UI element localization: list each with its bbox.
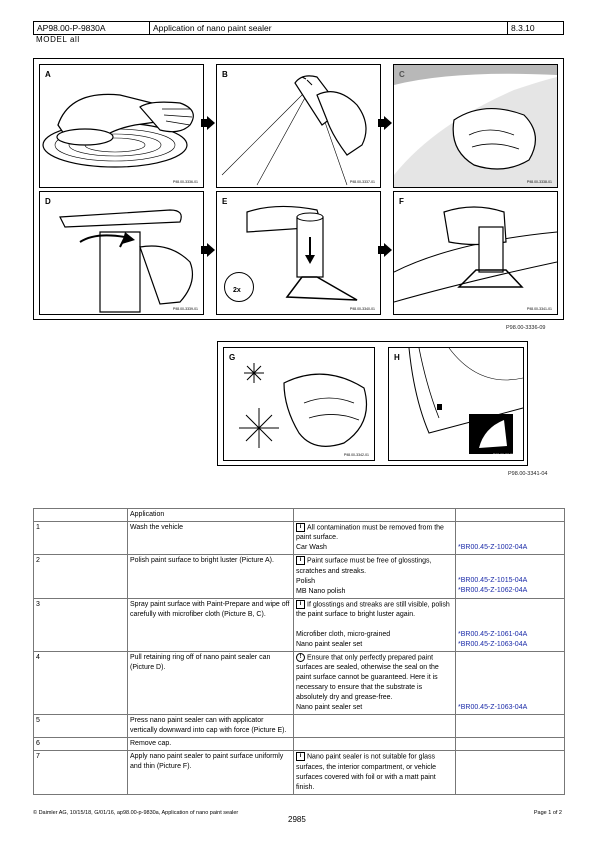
panel-code: P98.00-3336-01 <box>172 180 198 184</box>
polisher-illustration <box>40 65 203 187</box>
info-icon: i <box>296 600 305 609</box>
step-action: Polish paint surface to bright luster (Picture A). <box>128 555 294 598</box>
item-name: MB Nano polish <box>296 587 346 595</box>
panel-label: A <box>45 70 51 79</box>
arrow-right-icon <box>384 243 392 257</box>
item-ref-link[interactable]: *BR00.45-Z-1002-04A <box>458 544 528 551</box>
figure-2-ref: P98.00-3341-04 <box>508 471 548 477</box>
vehicle-label-illustration <box>389 348 523 460</box>
table-row <box>34 555 565 598</box>
step-action: Pull retaining ring off of nano paint sealer can (Picture D). <box>128 652 294 715</box>
document-header <box>33 21 564 35</box>
step-number: 3 <box>34 598 128 651</box>
panel-b <box>216 64 381 188</box>
document-date: 8.3.10 <box>511 23 535 33</box>
info-icon: i <box>296 523 305 532</box>
item-name: Car Wash <box>296 544 327 552</box>
figure-1 <box>33 58 564 320</box>
info-icon: i <box>296 752 305 761</box>
panel-h <box>388 347 524 461</box>
apply-sealer-illustration <box>394 192 557 314</box>
panel-f <box>393 191 558 315</box>
panel-label: H <box>394 353 400 362</box>
arrow-right-icon <box>207 243 215 257</box>
panel-c <box>393 64 558 188</box>
panel-label: F <box>399 197 404 206</box>
shine-illustration <box>224 348 374 460</box>
document-code: AP98.00-P-9830A <box>34 22 150 34</box>
warning-icon: ! <box>296 653 305 662</box>
panel-e <box>216 191 381 315</box>
figure-2 <box>217 341 528 466</box>
panel-d <box>39 191 204 315</box>
panel-code: P98.00-3342-01 <box>343 453 369 457</box>
panel-label: B <box>222 70 228 79</box>
panel-label: G <box>229 353 236 362</box>
panel-code: P98.00-3343-01 <box>492 453 518 457</box>
step-action: Wash the vehicle <box>128 522 294 555</box>
step-action: Remove cap. <box>128 738 294 751</box>
panel-label: D <box>45 197 51 206</box>
step-action: Apply nano paint sealer to paint surface uniformly and thin (Picture F). <box>128 751 294 794</box>
panel-code: P98.00-3341-01 <box>526 307 552 311</box>
step-note: All contamination must be removed from the paint surface. <box>296 524 444 542</box>
arrow-right-icon <box>207 116 215 130</box>
panel-code: P98.00-3337-01 <box>349 180 375 184</box>
item-name: Microfiber cloth, micro-grained <box>296 631 391 639</box>
cloth-wipe-illustration <box>394 65 557 187</box>
step-number: 7 <box>34 751 128 794</box>
table-row <box>34 652 565 715</box>
panel-label: E <box>222 197 228 206</box>
retaining-ring-illustration <box>40 192 203 314</box>
panel-a <box>39 64 204 188</box>
item-ref-link[interactable]: *BR00.45-Z-1063-04A <box>458 640 528 648</box>
page-number: 2985 <box>288 815 306 824</box>
arrow-right-icon <box>384 116 392 130</box>
step-number: 5 <box>34 715 128 738</box>
clock-icon <box>224 272 254 302</box>
step-number: 1 <box>34 522 128 555</box>
panel-code: P98.00-3340-01 <box>349 307 375 311</box>
step-number: 6 <box>34 738 128 751</box>
figure-1-ref: P98.00-3336-09 <box>506 325 546 331</box>
spray-can-illustration <box>217 65 380 187</box>
item-name: Polish <box>296 577 316 585</box>
table-row <box>34 751 565 794</box>
item-name: Nano paint sealer set <box>296 641 363 649</box>
panel-g <box>223 347 375 461</box>
item-ref-link[interactable]: *BR00.45-Z-1062-04A <box>458 587 528 595</box>
footer-copyright: © Daimler AG, 10/15/18, G/01/16, ap98.00-p-9830a, Application of nano paint sealer <box>33 810 239 816</box>
step-action: Spray paint surface with Paint-Prepare and wipe off carefully with microfiber cloth (Picture B, C). <box>128 598 294 651</box>
document-title: Application of nano paint sealer <box>150 22 508 34</box>
panel-code: P98.00-3338-01 <box>526 180 552 184</box>
item-ref-link[interactable]: *BR00.45-Z-1061-04A <box>458 630 528 638</box>
step-number: 2 <box>34 555 128 598</box>
step-note: Nano paint sealer is not suitable for glass surfaces, the interior compartment, or vehicle surfaces covered with foil or with a matt paint finish. <box>296 753 437 791</box>
table-row <box>34 522 565 555</box>
step-note: If glosstings and streaks are still visible, polish the paint surface to bright luster again. <box>296 601 450 619</box>
item-name: Nano paint sealer set <box>296 704 363 712</box>
item-ref-link[interactable]: *BR00.45-Z-1063-04A <box>458 704 528 712</box>
application-table <box>33 508 565 795</box>
step-action: Press nano paint sealer can with applicator vertically downward into cap with force (Picture E). <box>128 715 294 738</box>
model-line: MODEL all <box>36 35 80 44</box>
clock-text: 2x <box>233 287 241 294</box>
table-row <box>34 598 565 651</box>
item-ref-link[interactable]: *BR00.45-Z-1015-04A <box>458 577 528 585</box>
panel-code: P98.00-3339-01 <box>172 307 198 311</box>
step-note: Ensure that only perfectly prepared paint surfaces are sealed, otherwise the seal on the paint surface cannot be guaranteed. Here it is necessary to ensure that the substrate is absolutely dry and grease-free. <box>296 654 439 702</box>
table-header-row <box>34 509 565 522</box>
footer-page-of: Page 1 of 2 <box>533 810 562 816</box>
table-row <box>34 738 565 751</box>
info-icon: i <box>296 556 305 565</box>
table-row <box>34 715 565 738</box>
table-header: Application <box>128 509 294 522</box>
step-note: Paint surface must be free of glosstings, scratches and streaks. <box>296 557 432 575</box>
step-number: 4 <box>34 652 128 715</box>
